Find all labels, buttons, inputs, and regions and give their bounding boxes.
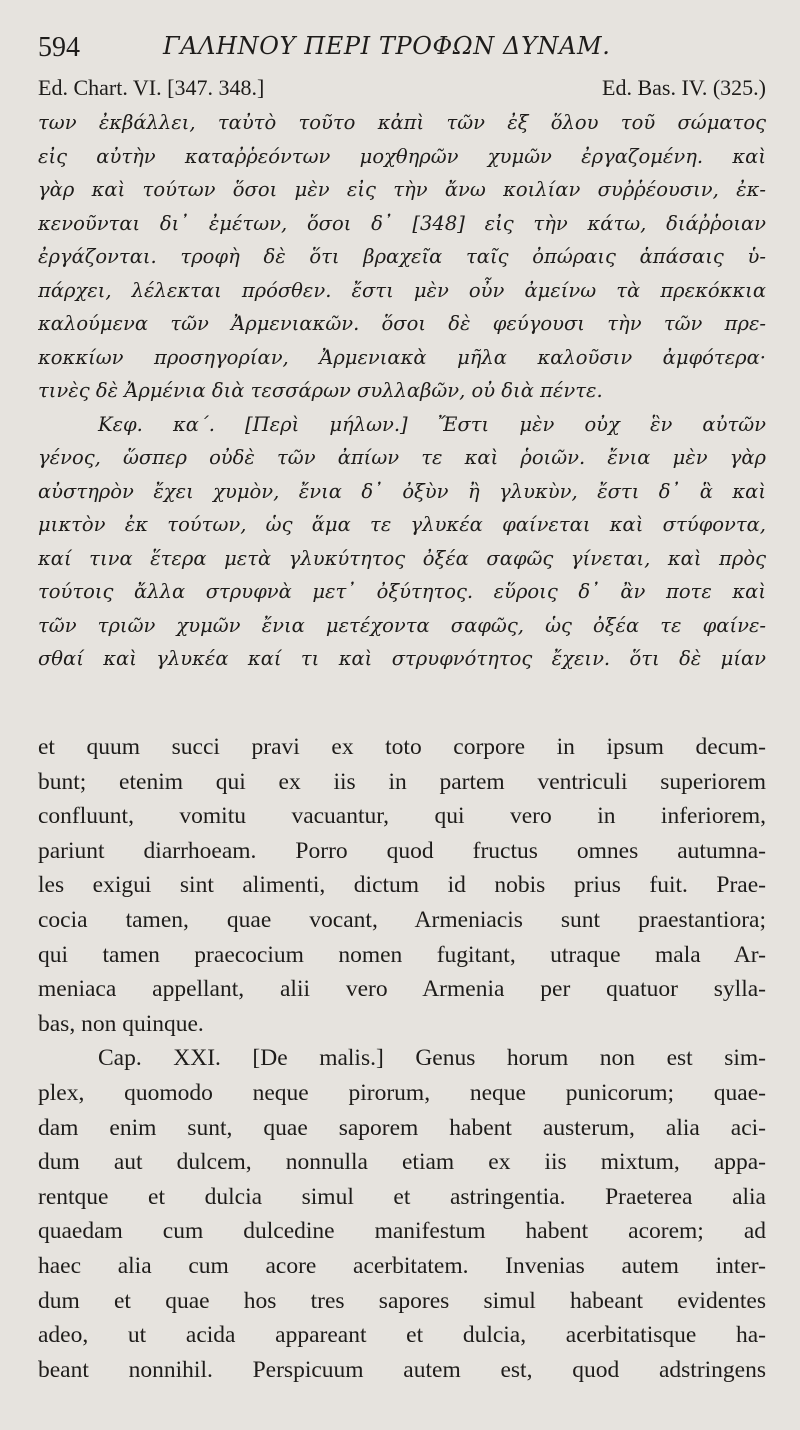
greek-text-line: τούτοις ἄλλα στρυφνὰ μετ᾽ ὀξύτητος. εὕροις δ᾽ ἂν ποτε καὶ: [38, 580, 766, 603]
greek-text-line: εἰς αὐτὴν καταῤῥεόντων μοχθηρῶν χυμῶν ἐργαζομένη. καὶ: [38, 144, 766, 168]
greek-text-line: πάρχει, λέλεκται πρόσθεν. ἔστι μὲν οὖν ἀμείνω τὰ πρεκόκκια: [38, 278, 766, 302]
edition-basel-reference: Ed. Bas. IV. (325.): [602, 75, 766, 100]
greek-text-line: αὐστηρὸν ἔχει χυμὸν, ἔνια δ᾽ ὀξὺν ἢ γλυκὺν, ἔστι δ᾽ ἃ καὶ: [38, 479, 766, 503]
latin-chapter-heading-line: Cap. XXI. [De malis.] Genus horum non est sim-: [98, 1045, 766, 1072]
greek-text-line: καλούμενα τῶν Ἀρμενιακῶν. ὅσοι δὲ φεύγουσι τὴν τῶν πρε-: [38, 312, 766, 335]
latin-text-line: dam enim sunt, quae saporem habent austerum, alia aci-: [38, 1114, 766, 1141]
latin-text-line: pariunt diarrhoeam. Porro quod fructus omnes autumna-: [38, 837, 766, 864]
latin-text-line: haec alia cum acore acerbitatem. Invenias autem inter-: [38, 1252, 766, 1279]
greek-text-line: γὰρ καὶ τούτων ὅσοι μὲν εἰς τὴν ἄνω κοιλίαν συῤῥέουσιν, ἐκ-: [38, 178, 766, 201]
page-number: 594: [38, 32, 80, 63]
latin-text-line: beant nonnihil. Perspicuum autem est, quod adstringens: [38, 1356, 766, 1383]
latin-text-line: meniaca appellant, alii vero Armenia per quatuor sylla-: [38, 976, 766, 1003]
greek-text-line: μικτὸν ἐκ τούτων, ὡς ἅμα τε γλυκέα φαίνεται καὶ στύφοντα,: [38, 513, 766, 536]
greek-text-line: τῶν τριῶν χυμῶν ἔνια μετέχοντα σαφῶς, ὡς ὀξέα τε φαίνε-: [38, 613, 766, 637]
greek-text-line: τινὲς δὲ Ἀρμένια διὰ τεσσάρων συλλαβῶν, οὐ διὰ πέντε.: [38, 379, 603, 402]
latin-text-line: adeo, ut acida appareant et dulcia, acerbitatisque ha-: [38, 1322, 766, 1349]
greek-text-line: σθαί καὶ γλυκέα καί τι καὶ στρυφνότητος ἔχειν. ὅτι δὲ μίαν: [38, 647, 766, 670]
greek-text-line: καί τινα ἕτερα μετὰ γλυκύτητος ὀξέα σαφῶς γίνεται, καὶ πρὸς: [38, 546, 766, 570]
running-title: ΓΑΛΗΝΟΥ ΠΕΡΙ ΤΡΟΦΩΝ ΔΥΝΑΜ.: [163, 32, 611, 60]
greek-text-block: [38, 106, 766, 676]
latin-text-line: dum et quae hos tres sapores simul habeant evidentes: [38, 1287, 766, 1314]
latin-text-line: confluunt, vomitu vacuantur, qui vero in inferiorem,: [38, 803, 766, 830]
latin-text-line: bunt; etenim qui ex iis in partem ventriculi superiorem: [38, 768, 766, 795]
latin-text-line: qui tamen praecocium nomen fugitant, utraque mala Ar-: [38, 941, 766, 968]
page-header: [38, 28, 778, 68]
greek-chapter-heading-line: Κεφ. κα΄. [Περὶ μήλων.] Ἔστι μὲν οὐχ ἓν αὐτῶν: [98, 412, 766, 436]
latin-text-line: rentque et dulcia simul et astringentia. Praeterea alia: [38, 1183, 766, 1210]
edition-reference-line: [38, 75, 766, 107]
latin-text-line: les exigui sint alimenti, dictum id nobis prius fuit. Prae-: [38, 872, 766, 899]
latin-text-line: quaedam cum dulcedine manifestum habent acorem; ad: [38, 1218, 766, 1245]
greek-text-line: κενοῦνται δι᾽ ἐμέτων, ὅσοι δ᾽ [348] εἰς τὴν κάτω, διάῤῥοιαν: [38, 211, 766, 235]
latin-text-line: dum aut dulcem, nonnulla etiam ex iis mixtum, appa-: [38, 1149, 766, 1176]
latin-text-block: [38, 730, 766, 1387]
latin-text-line: plex, quomodo neque pirorum, neque punicorum; quae-: [38, 1079, 766, 1106]
latin-text-line: et quum succi pravi ex toto corpore in ipsum decum-: [38, 734, 766, 760]
greek-text-line: γένος, ὥσπερ οὐδὲ τῶν ἀπίων τε καὶ ῥοιῶν. ἔνια μὲν γὰρ: [38, 446, 766, 469]
greek-text-line: των ἐκβάλλει, ταὐτὸ τοῦτο κἀπὶ τῶν ἐξ ὅλου τοῦ σώματος: [38, 111, 766, 134]
greek-text-line: ἐργάζονται. τροφὴ δὲ ὅτι βραχεῖα ταῖς ὀπώραις ἁπάσαις ὑ-: [38, 245, 766, 268]
edition-chartier-reference: Ed. Chart. VI. [347. 348.]: [38, 75, 265, 100]
latin-text-line: bas, non quinque.: [38, 1010, 204, 1037]
latin-text-line: cocia tamen, quae vocant, Armeniacis sunt praestantiora;: [38, 906, 766, 933]
greek-text-line: κοκκίων προσηγορίαν, Ἀρμενιακὰ μῆλα καλοῦσιν ἀμφότερα·: [38, 345, 766, 369]
